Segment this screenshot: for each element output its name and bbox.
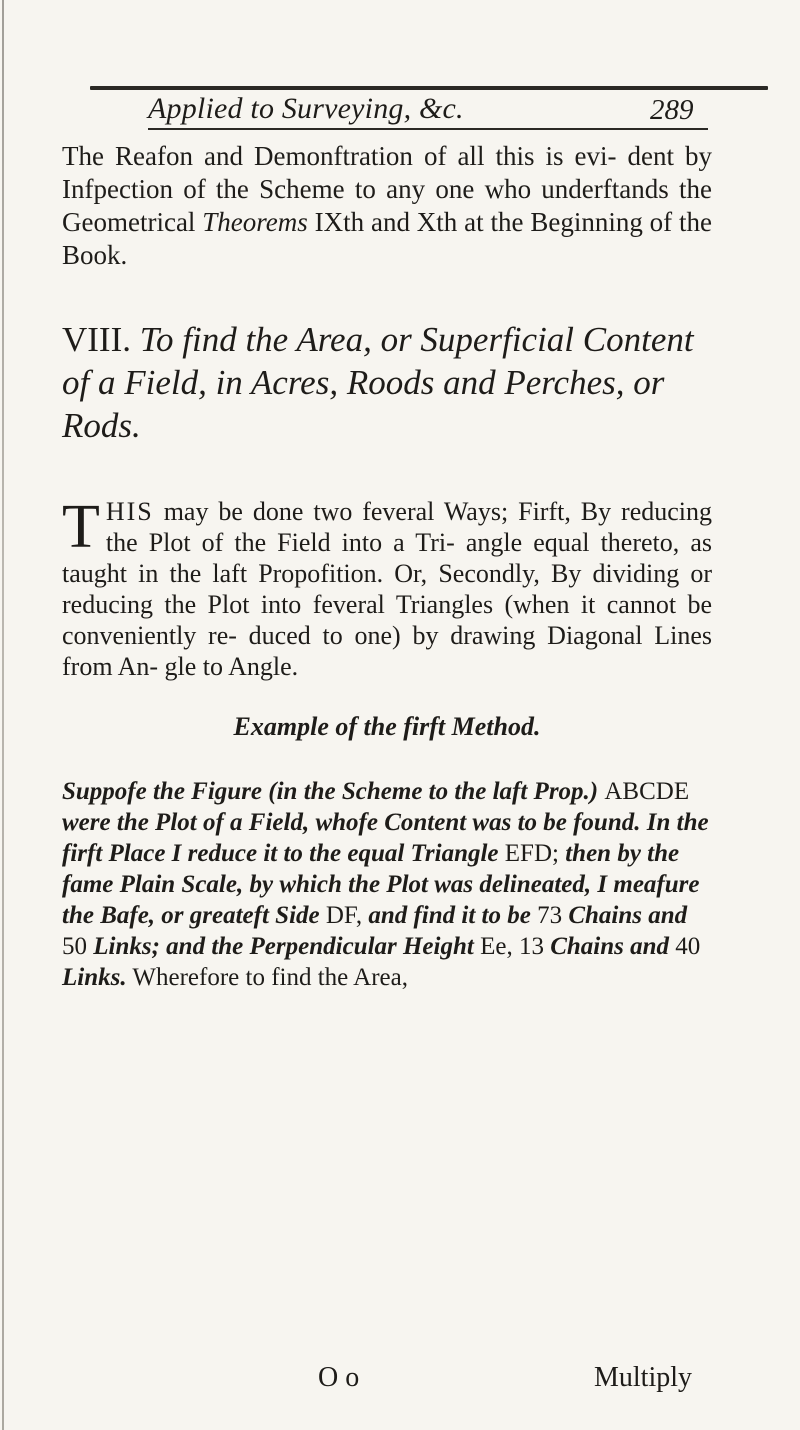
section-heading	[62, 318, 712, 447]
head-rule	[148, 128, 708, 130]
small-caps-word: HIS	[105, 497, 154, 526]
drop-cap: T	[62, 493, 100, 561]
running-head: Applied to Surveying, &c.	[148, 92, 464, 125]
page-number: 289	[650, 94, 694, 126]
section-number: VIII.	[62, 320, 131, 359]
intro-paragraph: The Reafon and Demonftration of all this is evi- dent by Infpection of the Scheme to any one who underftands the Geometrical Theorems IXth and Xth at the Beginning of the Book.	[62, 141, 712, 270]
catchword: Multiply	[594, 1362, 693, 1393]
example-body: Suppofe the Figure (in the Scheme to the laft Prop.) ABCDE were the Plot of a Field, whofe Content was to be found. In the firft Place I reduce it to the equal Triangle EFD; then by the fame Plain Scale, by which the Plot was delineated, I meafure the Bafe, or greateft Side DF, and find it to be 73 Chains and 50 Links; and the Perpendicular Height Ee, 13 Chains and 40 Links. Wherefore to find the Area,	[62, 778, 709, 991]
top-rule	[90, 86, 768, 90]
section-title: To find the Area, or Superficial Content of a Field, in Acres, Roods and Perches, or Rods.	[62, 320, 694, 445]
example-title: Example of the firft Method.	[233, 712, 541, 741]
body-paragraph: THIS may be done two feveral Ways; Firft, By reducing the Plot of the Field into a Tri- angle equal thereto, as taught in the laft Propofition. Or, Secondly, By dividing or reducing the Plot into feveral Triangles (when it cannot be conveniently re- duced to one) by drawing Diagonal Lines from An- gle to Angle.	[62, 493, 713, 681]
page-edge-shadow	[2, 0, 4, 1430]
theorems-word: Theorems	[202, 207, 308, 237]
signature-mark: O o	[318, 1362, 360, 1393]
